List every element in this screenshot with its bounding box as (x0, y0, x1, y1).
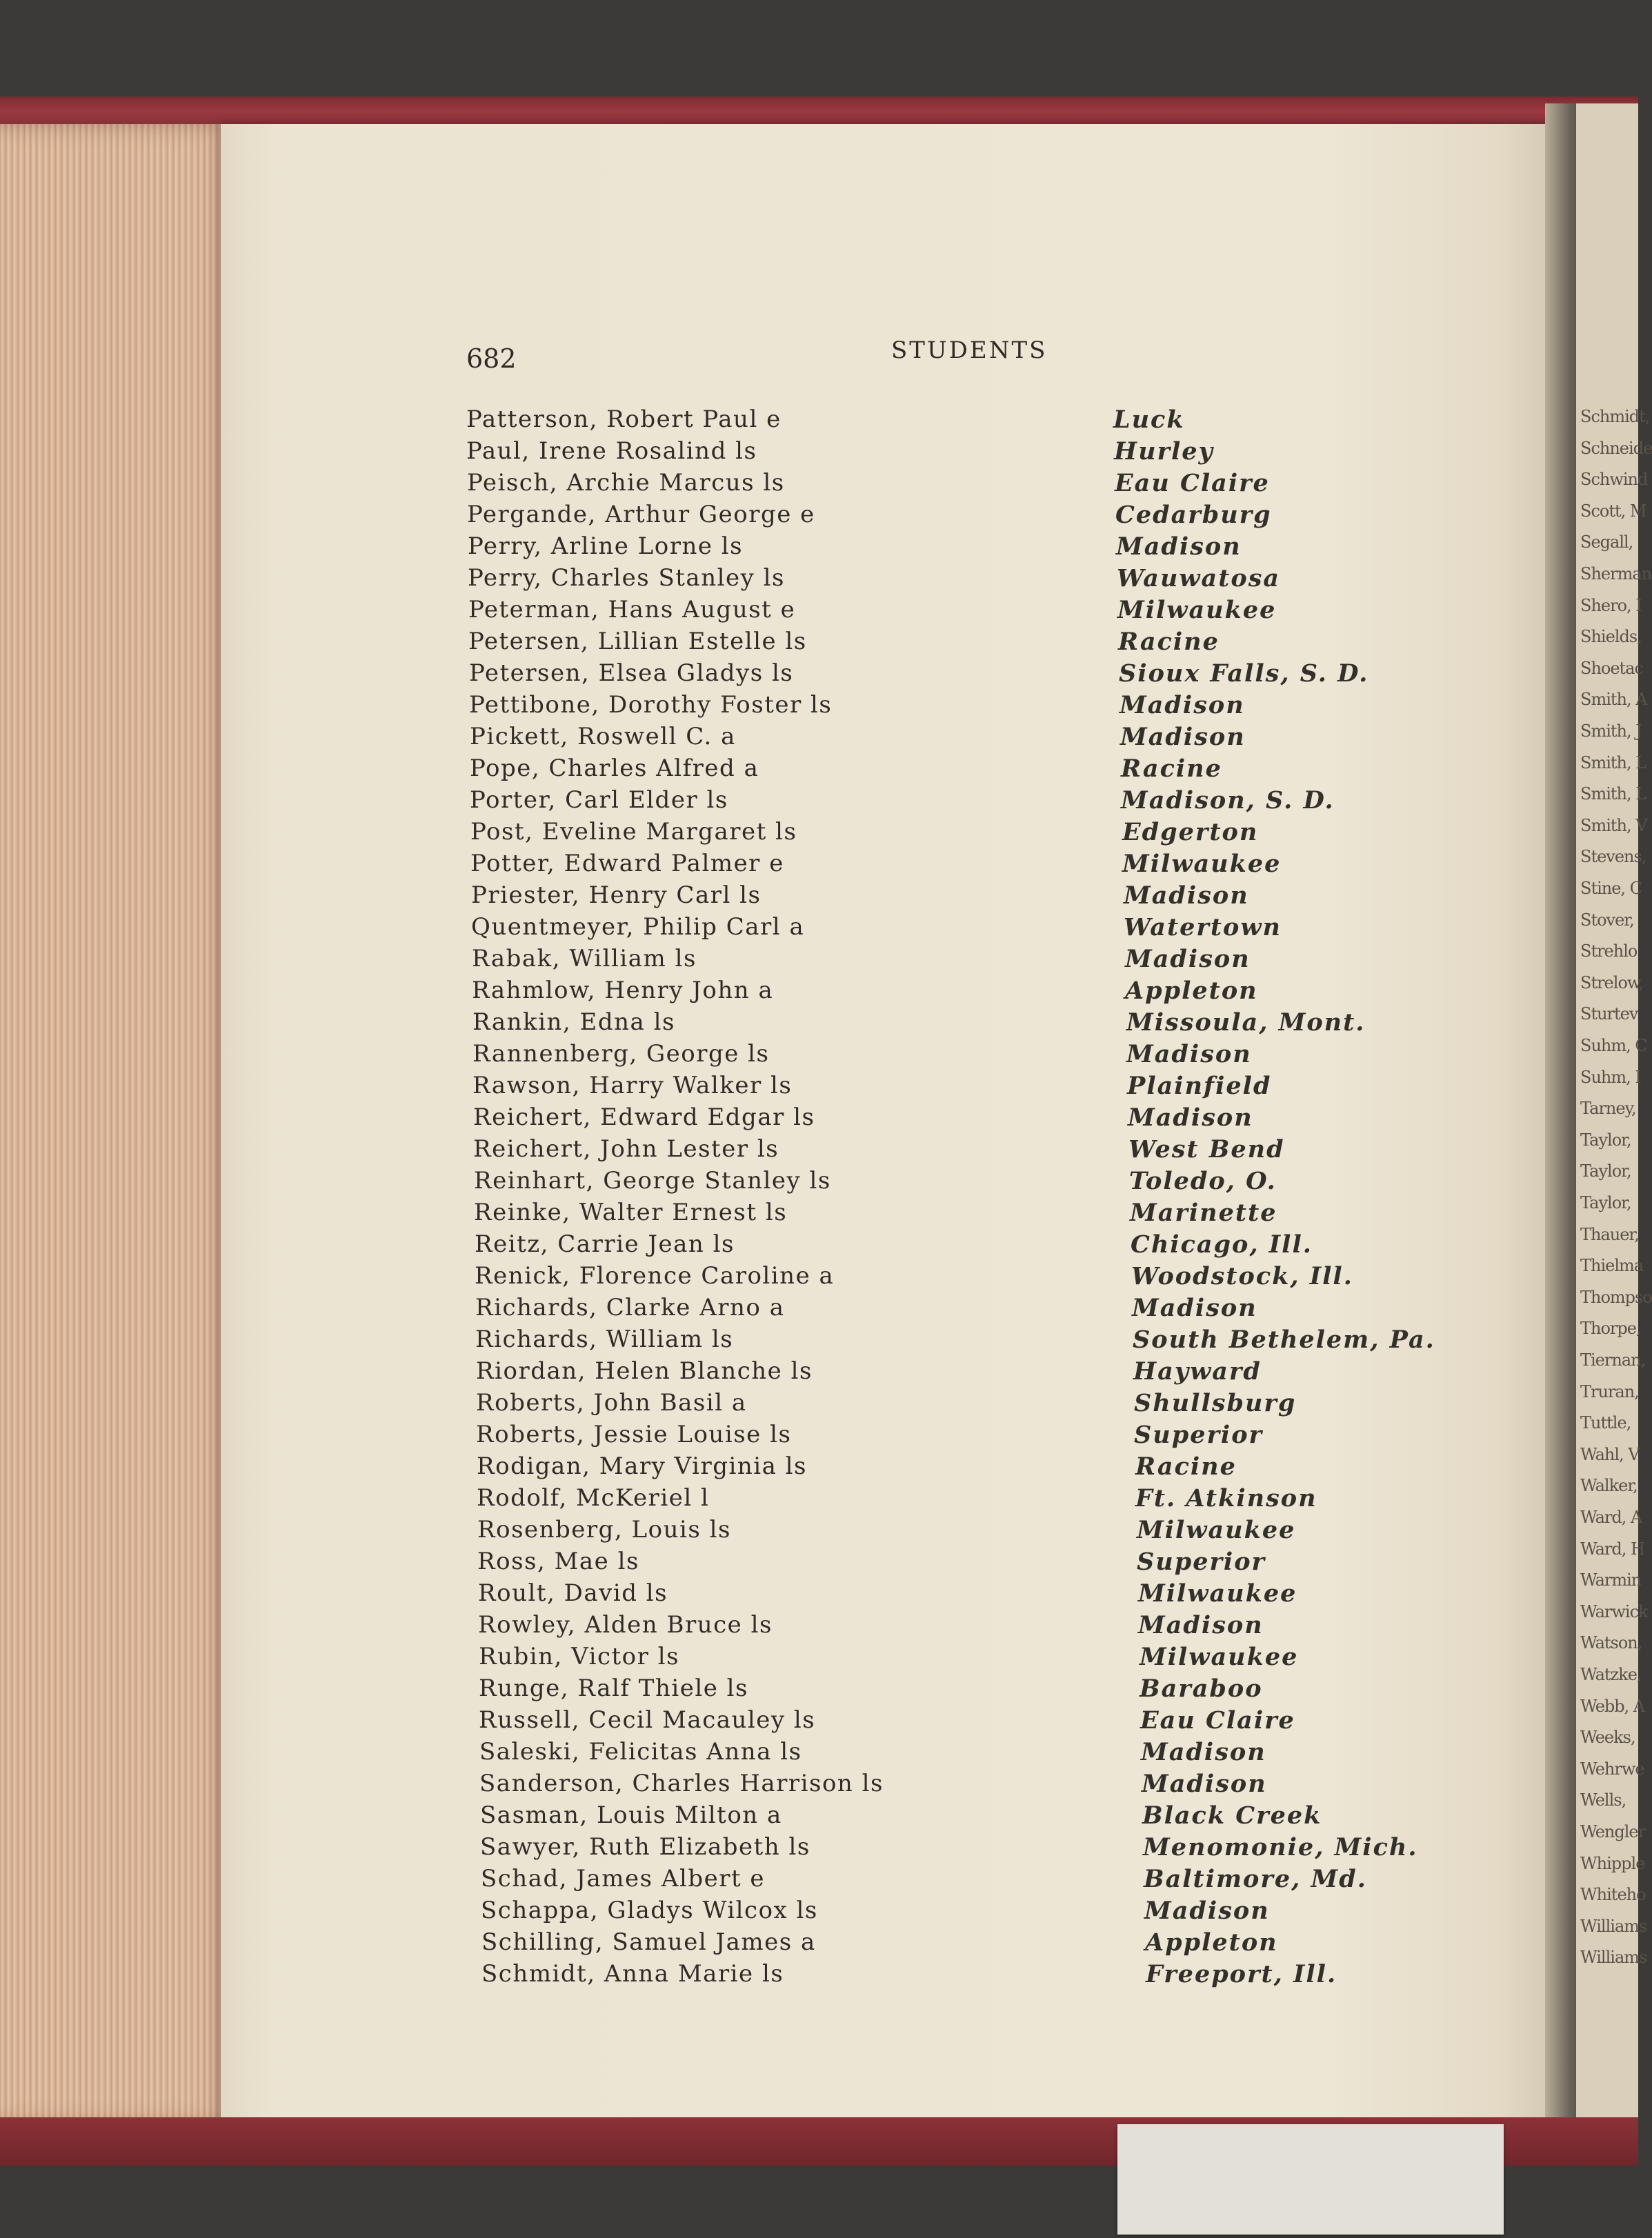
student-name: Rawson, Harry Walker ls (472, 1072, 793, 1099)
facing-page-fragment: Taylor, (1580, 1193, 1631, 1212)
student-hometown: Milwaukee (1122, 850, 1282, 878)
page-number: 682 (466, 343, 517, 374)
student-hometown: Plainfield (1127, 1072, 1272, 1100)
student-entry (479, 1738, 1432, 1770)
student-hometown: Racine (1121, 755, 1222, 783)
student-name: Quentmeyer, Philip Carl a (471, 913, 805, 941)
student-hometown: Milwaukee (1117, 596, 1277, 624)
student-name: Petersen, Elsea Gladys ls (469, 659, 794, 687)
student-name: Schmidt, Anna Marie ls (481, 1960, 784, 1988)
student-name: Paul, Irene Rosalind ls (466, 437, 757, 465)
student-name: Reitz, Carrie Jean ls (475, 1230, 735, 1258)
facing-page-fragment: Tuttle, (1580, 1413, 1631, 1433)
student-name: Reinhart, George Stanley ls (474, 1167, 831, 1195)
facing-page-fragment: Smith, A (1580, 690, 1647, 710)
facing-page-fragment: Weeks, (1580, 1728, 1635, 1748)
student-name: Sasman, Louis Milton a (480, 1801, 782, 1829)
student-hometown: Madison (1128, 1103, 1253, 1132)
facing-page-fragment: Wengler (1580, 1822, 1646, 1841)
student-name: Renick, Florence Caroline a (475, 1262, 835, 1290)
student-name: Rodigan, Mary Virginia ls (477, 1452, 808, 1480)
student-hometown: Appleton (1125, 977, 1258, 1005)
student-entry (471, 881, 1432, 913)
student-entry (477, 1516, 1432, 1548)
facing-page-fragment: Schmidt, (1580, 407, 1650, 426)
student-name: Roberts, John Basil a (476, 1389, 747, 1417)
student-hometown: Racine (1118, 628, 1220, 656)
facing-page-fragment: Shoetac (1580, 658, 1643, 678)
student-name: Rannenberg, George ls (472, 1040, 770, 1068)
student-entry (470, 850, 1432, 881)
student-name: Riordan, Helen Blanche ls (476, 1357, 813, 1385)
facing-page-fragment: Truran, (1580, 1381, 1639, 1401)
student-name: Post, Eveline Margaret ls (470, 818, 797, 846)
student-name: Patterson, Robert Paul e (466, 406, 782, 433)
student-name: Petersen, Lillian Estelle ls (468, 628, 807, 655)
student-hometown: Madison (1141, 1738, 1266, 1766)
student-hometown: Shullsburg (1134, 1389, 1297, 1417)
facing-page-fragment: Walker, (1580, 1476, 1638, 1496)
student-entry (475, 1230, 1432, 1262)
page-edges (0, 124, 235, 2124)
facing-page-fragment: Wahl, V (1580, 1444, 1640, 1464)
facing-page-fragment: Thauer, (1580, 1224, 1639, 1244)
student-entry (471, 913, 1432, 945)
student-entry (470, 818, 1432, 850)
student-hometown: Madison (1132, 1294, 1257, 1322)
student-entry (466, 437, 1432, 469)
student-name: Sawyer, Ruth Elizabeth ls (480, 1833, 810, 1861)
student-entry (468, 628, 1432, 659)
student-name: Porter, Carl Elder ls (470, 786, 728, 814)
student-entry (478, 1579, 1432, 1611)
student-name: Rabak, William ls (472, 945, 697, 972)
student-hometown: Freeport, Ill. (1146, 1960, 1337, 1988)
student-entry (468, 532, 1432, 564)
student-name: Perry, Arline Lorne ls (468, 532, 744, 560)
student-name: Roult, David ls (478, 1579, 668, 1607)
student-entry (469, 659, 1432, 691)
facing-page-fragment: Ward, H (1580, 1539, 1644, 1559)
student-name: Peisch, Archie Marcus ls (467, 469, 785, 497)
student-entry (481, 1865, 1432, 1897)
student-entry (480, 1833, 1432, 1865)
student-name: Roberts, Jessie Louise ls (476, 1421, 792, 1448)
student-hometown: Racine (1135, 1452, 1237, 1481)
facing-page-fragment: Smith, L (1580, 784, 1646, 804)
student-hometown: Madison (1120, 723, 1246, 751)
facing-page-fragment: Scott, M (1580, 501, 1646, 521)
student-hometown: Superior (1137, 1548, 1266, 1576)
student-hometown: Milwaukee (1138, 1579, 1297, 1608)
student-entry (479, 1770, 1432, 1801)
student-hometown: Watertown (1124, 913, 1282, 941)
student-entry (475, 1294, 1432, 1326)
facing-page-fragment: Segall, (1580, 532, 1633, 552)
student-entry (470, 755, 1432, 786)
facing-page-fragment: Whiteho (1580, 1885, 1646, 1905)
student-name: Runge, Ralf Thiele ls (479, 1675, 749, 1702)
facing-page-fragment: Thompso (1580, 1287, 1652, 1307)
facing-page-fragment: Taylor, (1580, 1161, 1631, 1181)
student-name: Pope, Charles Alfred a (470, 755, 759, 782)
student-entry (475, 1262, 1432, 1294)
student-name: Russell, Cecil Macauley ls (479, 1706, 816, 1734)
student-name: Priester, Henry Carl ls (471, 881, 762, 909)
student-hometown: Madison (1125, 945, 1251, 973)
student-name: Peterman, Hans August e (468, 596, 796, 623)
facing-page-fragment: Shero, I (1580, 595, 1642, 615)
facing-page-fragment: Shields, (1580, 627, 1642, 647)
student-entry (478, 1611, 1432, 1643)
facing-page-fragment: Strehlo (1580, 941, 1638, 961)
student-entry (479, 1706, 1432, 1738)
facing-page-fragment: Stevens, (1580, 847, 1646, 867)
student-entry (477, 1484, 1432, 1516)
facing-page-fragment: Schneide (1580, 438, 1652, 458)
student-hometown: Madison (1144, 1897, 1270, 1925)
student-name: Pergande, Arthur George e (467, 501, 815, 528)
student-entry (470, 723, 1432, 755)
student-hometown: Milwaukee (1137, 1516, 1296, 1544)
student-entry (469, 691, 1432, 723)
student-name: Perry, Charles Stanley ls (468, 564, 785, 592)
student-entry (472, 945, 1432, 977)
facing-page-fragment: Watson, (1580, 1633, 1642, 1653)
student-hometown: Ft. Atkinson (1135, 1484, 1317, 1512)
facing-page-fragment: Stine, C (1580, 879, 1642, 898)
facing-page-fragment: Suhm, I (1580, 1067, 1641, 1087)
student-name: Potter, Edward Palmer e (470, 850, 784, 877)
student-entry (470, 786, 1432, 818)
facing-page-fragment: Smith, J (1580, 721, 1642, 741)
student-hometown: Hayward (1133, 1357, 1262, 1386)
facing-page-fragment: Thielma (1580, 1256, 1644, 1276)
student-name: Rankin, Edna ls (472, 1008, 675, 1036)
student-name: Sanderson, Charles Harrison ls (479, 1770, 884, 1797)
student-hometown: Menomonie, Mich. (1143, 1833, 1418, 1861)
facing-page-fragment: Sherman (1580, 564, 1652, 583)
student-entry (467, 501, 1432, 532)
student-name: Saleski, Felicitas Anna ls (479, 1738, 802, 1766)
student-hometown: Madison (1138, 1611, 1264, 1639)
student-hometown: Sioux Falls, S. D. (1119, 659, 1369, 688)
student-hometown: Madison (1119, 691, 1245, 719)
student-entry (476, 1357, 1432, 1389)
student-name: Pettibone, Dorothy Foster ls (469, 691, 833, 719)
student-hometown: Eau Claire (1115, 469, 1270, 497)
facing-page-fragment: Tiernan, (1580, 1350, 1646, 1370)
student-entry (474, 1199, 1432, 1230)
facing-page-fragment: Warmin (1580, 1570, 1642, 1590)
student-name: Ross, Mae ls (477, 1548, 639, 1575)
facing-page-fragment: Wells, (1580, 1790, 1626, 1810)
facing-page-fragment: Wehrwe (1580, 1759, 1644, 1779)
facing-page-fragment: Ward, A (1580, 1508, 1642, 1527)
running-head: STUDENTS (891, 337, 1048, 364)
student-entry (480, 1801, 1432, 1833)
student-name: Rubin, Victor ls (479, 1643, 680, 1670)
student-name: Schappa, Gladys Wilcox ls (481, 1897, 818, 1924)
facing-page-edge (1576, 103, 1652, 2159)
facing-page-fragment: Thorpe, (1580, 1319, 1641, 1339)
student-hometown: Black Creek (1142, 1801, 1322, 1830)
student-entry (475, 1326, 1435, 1357)
paper-slip (1117, 2124, 1504, 2235)
student-hometown: Madison (1124, 881, 1249, 910)
student-hometown: Marinette (1130, 1199, 1277, 1227)
student-hometown: Edgerton (1122, 818, 1259, 846)
student-entry (472, 1072, 1432, 1103)
student-entry (466, 406, 1432, 437)
student-hometown: Luck (1113, 406, 1185, 434)
student-entry (467, 469, 1432, 501)
student-entry (468, 596, 1432, 628)
student-name: Rahmlow, Henry John a (472, 977, 774, 1004)
student-hometown: Baltimore, Md. (1144, 1865, 1367, 1893)
student-entry (479, 1675, 1432, 1706)
facing-page-fragment: Williams (1580, 1916, 1647, 1936)
student-name: Reichert, John Lester ls (473, 1135, 779, 1163)
facing-page-fragment: Smith, L (1580, 752, 1646, 772)
facing-page-fragment: Tarney, (1580, 1099, 1636, 1119)
student-entry (473, 1135, 1432, 1167)
student-hometown: Toledo, O. (1129, 1167, 1277, 1195)
facing-page-fragment: Stover, (1580, 910, 1634, 930)
facing-page-fragment: Whipple (1580, 1853, 1645, 1873)
student-entry (468, 564, 1432, 596)
facing-page-fragment: Strelow, (1580, 972, 1644, 992)
student-hometown: Baraboo (1140, 1675, 1263, 1703)
student-hometown: Woodstock, Ill. (1131, 1262, 1353, 1290)
student-hometown: Eau Claire (1140, 1706, 1295, 1735)
student-name: Rodolf, McKeriel l (477, 1484, 710, 1512)
student-hometown: Cedarburg (1115, 501, 1272, 529)
student-entry (479, 1643, 1432, 1675)
student-name: Richards, William ls (475, 1326, 734, 1353)
student-hometown: Hurley (1114, 437, 1214, 466)
student-name: Reichert, Edward Edgar ls (473, 1103, 815, 1131)
facing-page-fragment: Suhm, C (1580, 1036, 1647, 1055)
student-hometown: Superior (1134, 1421, 1263, 1449)
student-name: Rosenberg, Louis ls (477, 1516, 731, 1543)
student-entry (481, 1928, 1432, 1960)
student-hometown: South Bethelem, Pa. (1133, 1326, 1435, 1354)
facing-page-fragment: Taylor, (1580, 1130, 1631, 1150)
facing-page-fragment: Williams (1580, 1948, 1647, 1968)
student-entry (474, 1167, 1432, 1199)
student-hometown: Appleton (1145, 1928, 1278, 1957)
student-hometown: Missoula, Mont. (1126, 1008, 1366, 1037)
student-entry (477, 1548, 1432, 1579)
student-entry (472, 977, 1432, 1008)
student-entry (473, 1103, 1432, 1135)
student-hometown: West Bend (1128, 1135, 1285, 1163)
student-hometown: Wauwatosa (1117, 564, 1281, 592)
student-entry (481, 1960, 1432, 1992)
student-hometown: Chicago, Ill. (1131, 1230, 1313, 1259)
student-entry (476, 1389, 1432, 1421)
student-name: Schad, James Albert e (481, 1865, 766, 1892)
student-hometown: Madison (1126, 1040, 1252, 1068)
student-hometown: Madison, S. D. (1121, 786, 1335, 815)
facing-page-fragment: Smith, V (1580, 815, 1647, 835)
student-name: Pickett, Roswell C. a (470, 723, 736, 750)
student-entry (477, 1452, 1432, 1484)
student-hometown: Madison (1142, 1770, 1267, 1798)
facing-page-fragment: Sturtev (1580, 1004, 1638, 1024)
student-name: Rowley, Alden Bruce ls (478, 1611, 773, 1639)
facing-page-fragment: Warwick (1580, 1601, 1648, 1621)
facing-page-fragment: Webb, A (1580, 1696, 1645, 1716)
student-name: Richards, Clarke Arno a (475, 1294, 785, 1321)
student-hometown: Milwaukee (1140, 1643, 1299, 1671)
student-name: Schilling, Samuel James a (481, 1928, 816, 1956)
student-entry (476, 1421, 1432, 1452)
student-entry (472, 1040, 1432, 1072)
facing-page-fragment: Watzke, (1580, 1665, 1642, 1684)
facing-page-fragment: Schwind (1580, 470, 1648, 490)
student-entry (472, 1008, 1432, 1040)
student-entry (481, 1897, 1432, 1928)
student-list (466, 406, 1435, 1992)
student-name: Reinke, Walter Ernest ls (474, 1199, 788, 1226)
student-hometown: Madison (1116, 532, 1242, 561)
